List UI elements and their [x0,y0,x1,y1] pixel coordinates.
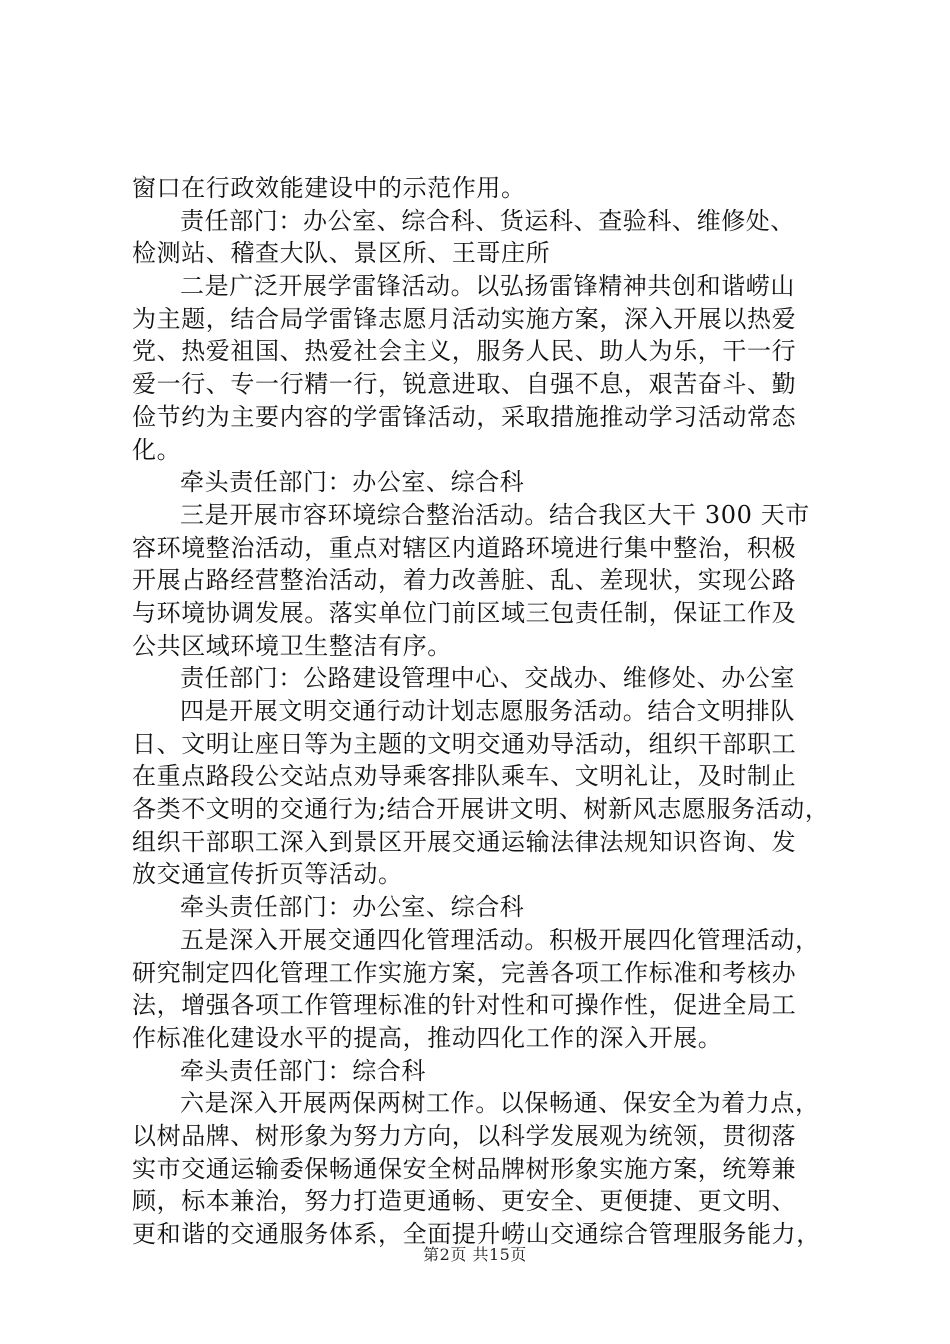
text-line: 与环境协调发展。落实单位门前区域三包责任制，保证工作及 [132,598,797,627]
text-line: 六是深入开展两保两树工作。以保畅通、保安全为着力点， [180,1089,820,1118]
text-line: 五是深入开展交通四化管理活动。积极开展四化管理活动， [180,925,820,954]
text-line: 三是开展市容环境综合整治活动。结合我区大干 300 天市 [180,500,810,529]
text-line: 以树品牌、树形象为努力方向，以科学发展观为统领，贯彻落 [132,1121,797,1150]
text-line: 在重点路段公交站点劝导乘客排队乘车、文明礼让，及时制止 [132,762,797,791]
text-line: 顾，标本兼治，努力打造更通畅、更安全、更便捷、更文明、 [132,1187,797,1216]
text-line: 开展占路经营整治活动，着力改善脏、乱、差现状，实现公路 [132,566,797,595]
text-line: 牵头责任部门：办公室、综合科 [180,468,525,497]
text-line: 责任部门：公路建设管理中心、交战办、维修处、办公室 [180,664,795,693]
text-line: 四是开展文明交通行动计划志愿服务活动。结合文明排队 [180,697,795,725]
text-line: 为主题，结合局学雷锋志愿月活动实施方案，深入开展以热爱 [132,304,797,333]
text-line: 检测站、稽查大队、景区所、王哥庄所 [132,239,551,268]
text-line: 各类不文明的交通行为;结合开展讲文明、树新风志愿服务活动， [132,795,830,824]
text-line: 作标准化建设水平的提高，推动四化工作的深入开展。 [132,1023,723,1052]
text-line: 公共区域环境卫生整洁有序。 [132,631,452,660]
text-line: 法，增强各项工作管理标准的针对性和可操作性，促进全局工 [132,991,797,1020]
text-line: 责任部门：办公室、综合科、货运科、查验科、维修处、 [180,206,795,235]
text-line: 爱一行、专一行精一行，锐意进取、自强不息，艰苦奋斗、勤 [132,370,797,399]
text-line: 实市交通运输委保畅通保安全树品牌树形象实施方案，统筹兼 [132,1154,797,1183]
text-line: 二是广泛开展学雷锋活动。以弘扬雷锋精神共创和谐崂山 [180,272,795,301]
text-line: 俭节约为主要内容的学雷锋活动，采取措施推动学习活动常态 [132,402,797,431]
text-line: 党、热爱祖国、热爱社会主义，服务人民、助人为乐，干一行 [132,337,797,366]
text-line: 牵头责任部门：办公室、综合科 [180,893,525,922]
text-line: 化。 [132,435,182,464]
text-line: 研究制定四化管理工作实施方案，完善各项工作标准和考核办 [132,958,797,987]
body-text [132,172,832,1251]
page-number-footer: 第2页 共15页 [423,1245,527,1264]
text-line: 放交通宣传折页等活动。 [132,860,403,889]
text-line: 日、文明让座日等为主题的文明交通劝导活动，组织干部职工 [132,729,797,758]
text-line: 更和谐的交通服务体系，全面提升崂山交通综合管理服务能力， [132,1220,821,1248]
text-line: 容环境整治活动，重点对辖区内道路环境进行集中整治，积极 [132,533,797,562]
text-line: 牵头责任部门：综合科 [180,1056,426,1085]
text-line: 窗口在行政效能建设中的示范作用。 [132,174,526,202]
text-line: 组织干部职工深入到景区开展交通运输法律法规知识咨询、发 [132,827,797,856]
